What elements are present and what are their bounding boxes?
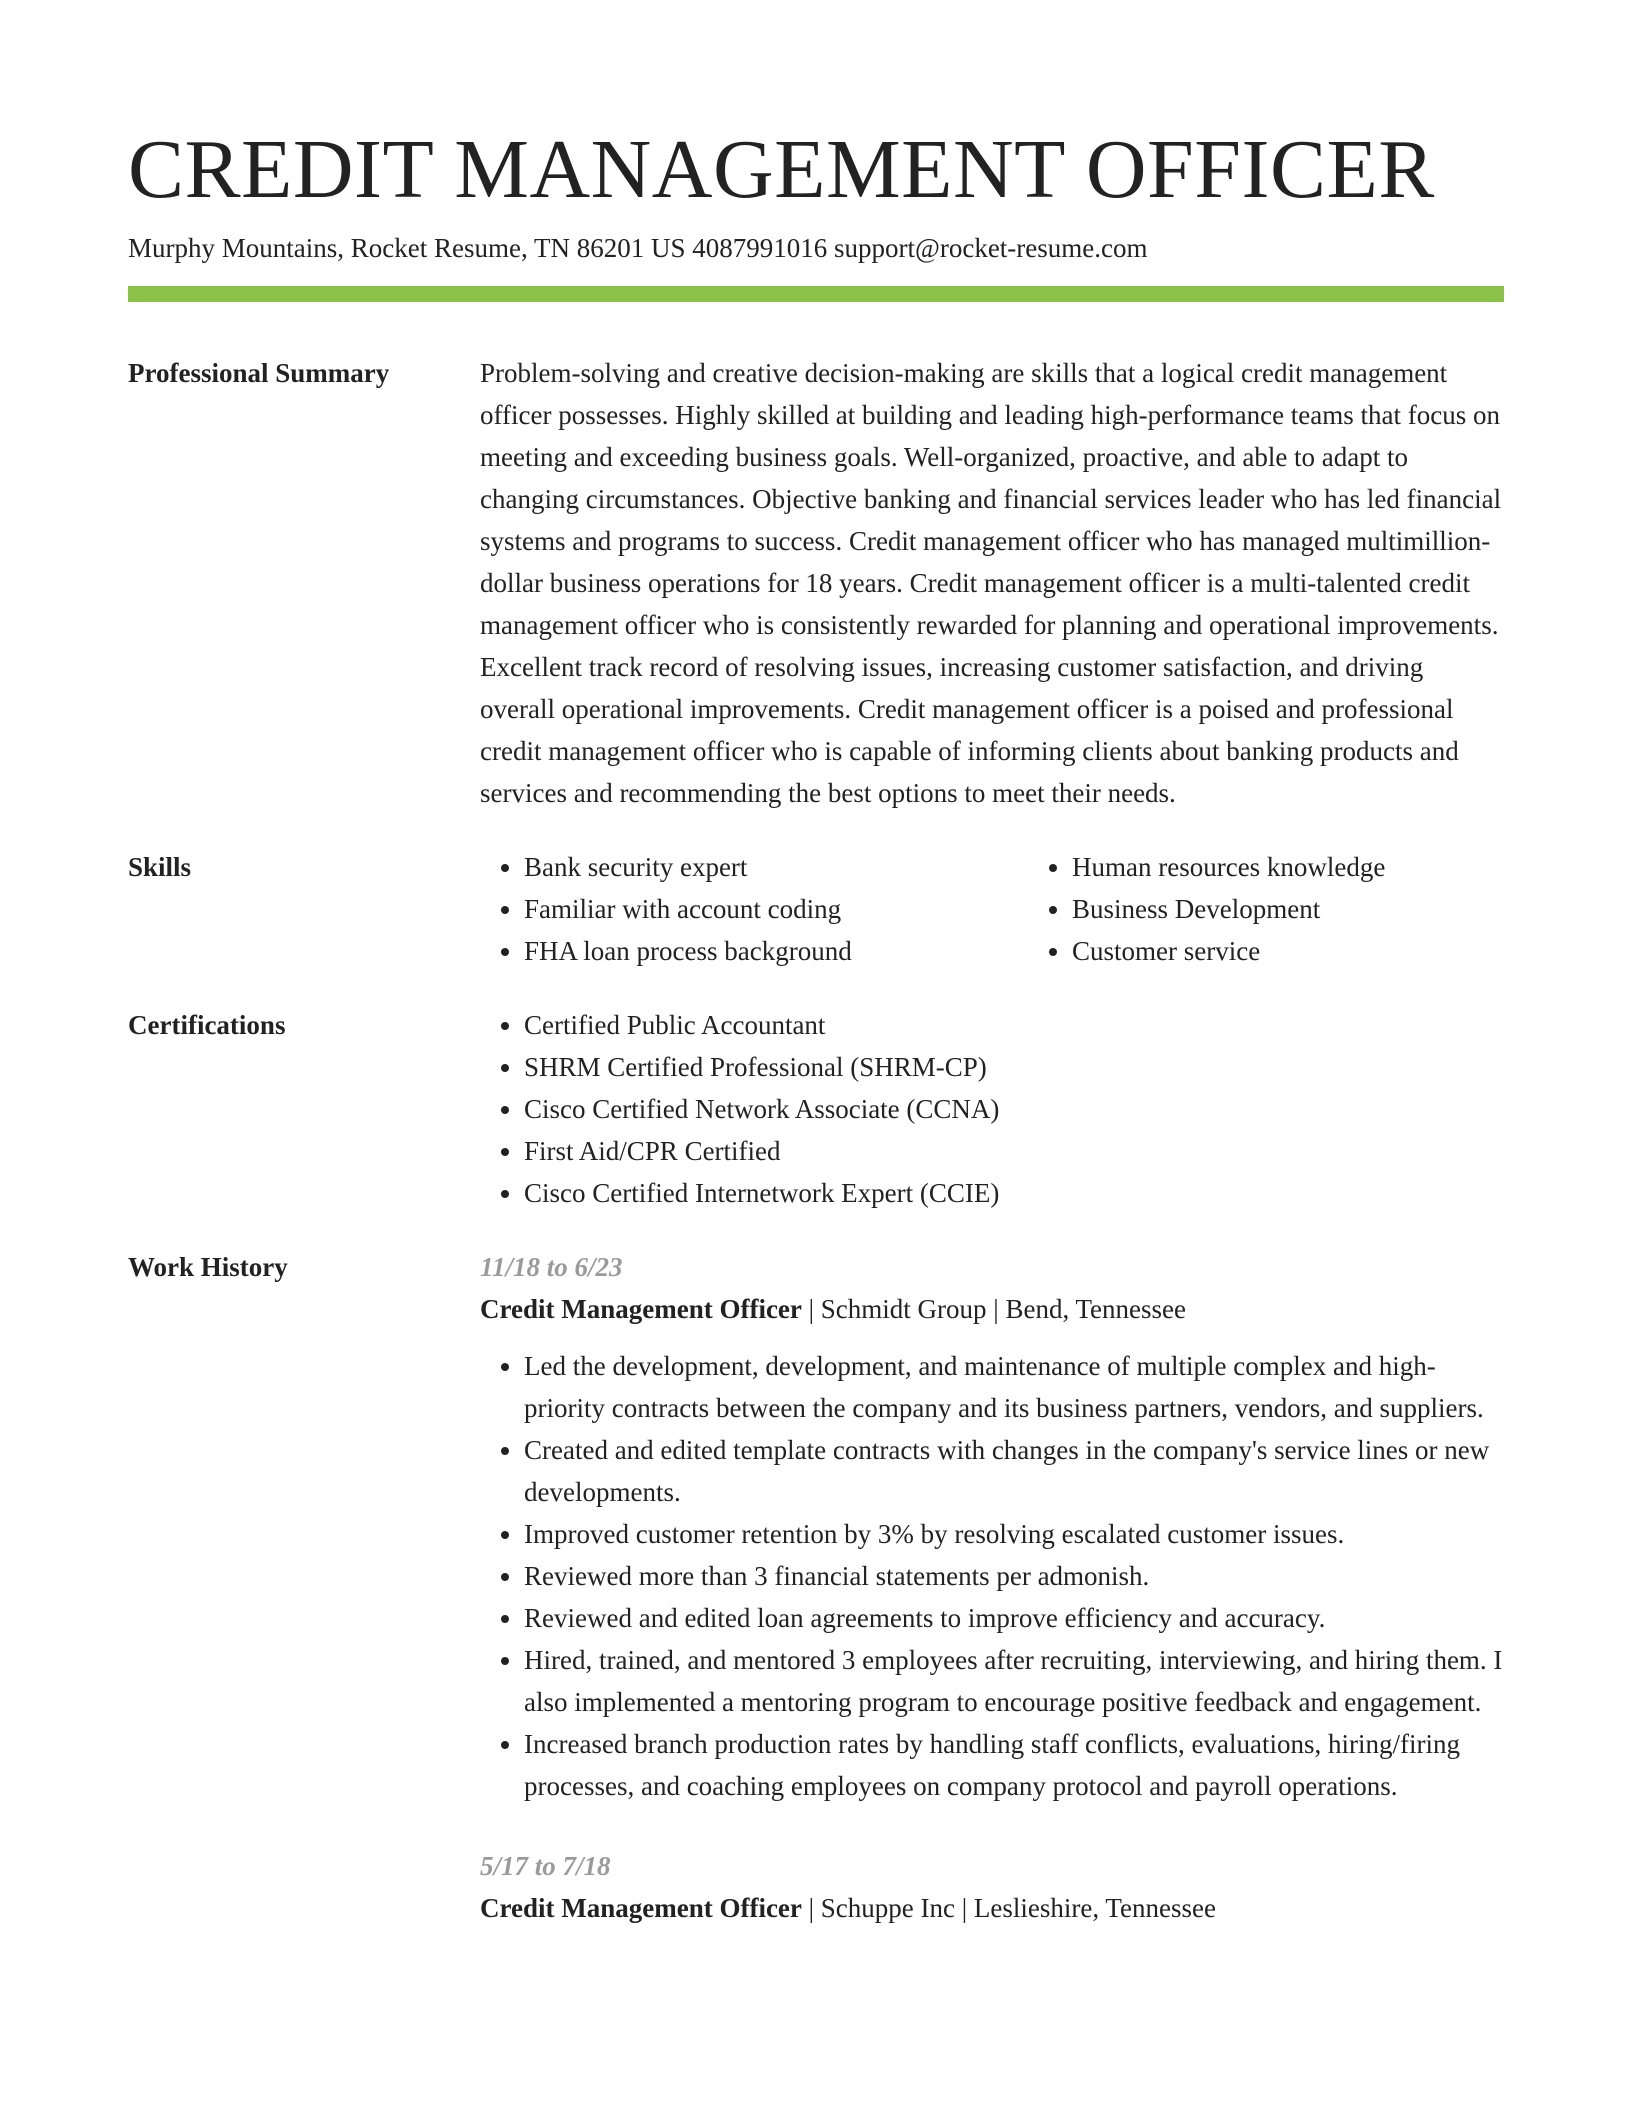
- skills-column-1: [480, 846, 1028, 972]
- job-heading: [480, 1887, 1504, 1929]
- certification-item: • First Aid/CPR Certified: [524, 1130, 1504, 1172]
- job-bullet: • Improved customer retention by 3% by resolving escalated customer issues.: [524, 1513, 1504, 1555]
- job-bullet: • Reviewed more than 3 financial statements per admonish.: [524, 1555, 1504, 1597]
- certifications-list: [480, 1004, 1504, 1214]
- job-bullet: • Increased branch production rates by handling staff conflicts, evaluations, hiring/firing processes, and coaching employees on company protocol and payroll operations.: [524, 1723, 1504, 1807]
- skills-column-2: [1028, 846, 1576, 972]
- job-dates: 5/17 to 7/18: [480, 1851, 611, 1881]
- certification-item: • Cisco Certified Internetwork Expert (CCIE): [524, 1172, 1504, 1214]
- job-bullet: • Hired, trained, and mentored 3 employees after recruiting, interviewing, and hiring them. I also implemented a mentoring program to encourage positive feedback and engagement.: [524, 1639, 1504, 1723]
- skill-item: • Familiar with account coding: [524, 888, 1028, 930]
- contact-line: Murphy Mountains, Rocket Resume, TN 86201 US 4087991016 support@rocket-resume.com: [128, 233, 1148, 263]
- certifications-section: [128, 1004, 1504, 1214]
- resume-title: CREDIT MANAGEMENT OFFICER: [128, 123, 1435, 216]
- work-history-section: [128, 1246, 1504, 1929]
- job-entry: [480, 1246, 1504, 1807]
- certification-item: • Cisco Certified Network Associate (CCNA): [524, 1088, 1504, 1130]
- skill-item: • Human resources knowledge: [1072, 846, 1576, 888]
- resume-page: [128, 120, 1504, 1929]
- certification-item: • Certified Public Accountant: [524, 1004, 1504, 1046]
- summary-text: Problem-solving and creative decision-making are skills that a logical credit management officer possesses. Highly skilled at building and leading high-performance teams that focus on meeting and exceeding business goals. Well-organized, proactive, and able to adapt to changing circumstances. Objective banking and financial services leader who has led financial systems and programs to success. Credit management officer who has managed multimillion-dollar business operations for 18 years. Credit management officer is a multi-talented credit management officer who is consistently rewarded for planning and operational improvements. Excellent track record of resolving issues, increasing customer satisfaction, and driving overall operational improvements. Credit management officer is a poised and professional credit management officer who is capable of informing clients about banking products and services and recommending the best options to meet their needs.: [480, 358, 1502, 808]
- job-bullets: [480, 1345, 1504, 1807]
- skills-section: [128, 846, 1504, 972]
- professional-summary-section: [128, 352, 1504, 814]
- accent-divider: [128, 286, 1504, 302]
- skill-item: • FHA loan process background: [524, 930, 1028, 972]
- certification-item: • SHRM Certified Professional (SHRM-CP): [524, 1046, 1504, 1088]
- section-label: Certifications: [128, 1010, 286, 1040]
- section-label: Skills: [128, 852, 192, 882]
- work-history-content: [480, 1246, 1504, 1929]
- section-label: Professional Summary: [128, 358, 390, 388]
- job-entry: [480, 1845, 1504, 1929]
- skills-list: [480, 846, 1576, 972]
- job-bullet: • Reviewed and edited loan agreements to improve efficiency and accuracy.: [524, 1597, 1504, 1639]
- skill-item: • Bank security expert: [524, 846, 1028, 888]
- job-title: Credit Management Officer: [480, 1294, 802, 1324]
- certifications-content: [480, 1004, 1504, 1214]
- section-label: Work History: [128, 1252, 288, 1282]
- job-bullet: • Created and edited template contracts with changes in the company's service lines or new developments.: [524, 1429, 1504, 1513]
- job-dates: 11/18 to 6/23: [480, 1252, 623, 1282]
- job-details: | Schuppe Inc | Leslieshire, Tennessee: [801, 1893, 1216, 1923]
- job-title: Credit Management Officer: [480, 1893, 802, 1923]
- job-heading: [480, 1288, 1504, 1330]
- skill-item: • Business Development: [1072, 888, 1576, 930]
- job-bullet: • Led the development, development, and maintenance of multiple complex and high-priority contracts between the company and its business partners, vendors, and suppliers.: [524, 1345, 1504, 1429]
- job-details: | Schmidt Group | Bend, Tennessee: [801, 1294, 1187, 1324]
- skill-item: • Customer service: [1072, 930, 1576, 972]
